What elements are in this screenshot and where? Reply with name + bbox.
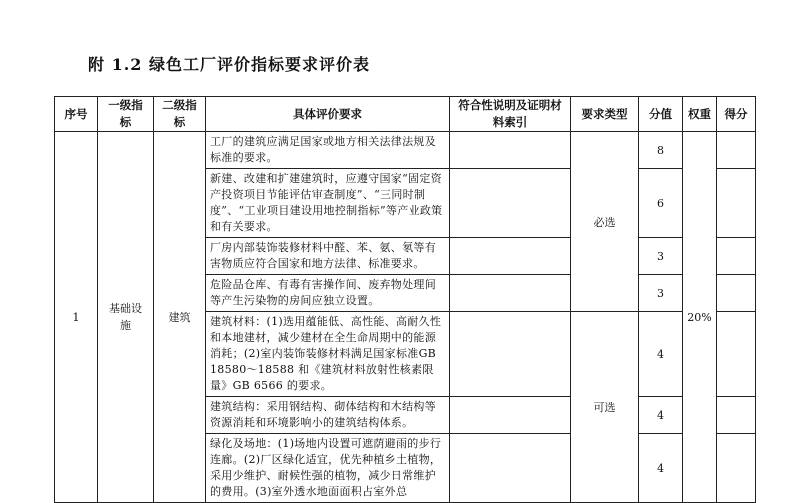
page-title: 附 1.2 绿色工厂评价指标要求评价表 xyxy=(88,55,370,74)
requirement-cell: 绿化及场地：(1)场地内设置可遮荫避雨的步行连廊。(2)厂区绿化适宜，优先种植乡土植物，采用少维护、耐候性强的植物，减少日常维护的费用。(3)室外透水地面面积占室外总 xyxy=(206,434,450,503)
requirement-cell: 新建、改建和扩建建筑时，应遵守国家“固定资产投资项目节能评估审查制度”、“三同时制度”、“工业项目建设用地控制指标”等产业政策和有关要求。 xyxy=(206,169,450,238)
evaluation-table xyxy=(54,96,756,503)
score-cell: 4 xyxy=(639,312,683,397)
score-cell: 3 xyxy=(639,238,683,275)
score-cell: 6 xyxy=(639,169,683,238)
score-cell: 4 xyxy=(639,397,683,434)
points-cell[interactable] xyxy=(717,275,756,312)
points-cell[interactable] xyxy=(717,132,756,169)
compliance-cell[interactable] xyxy=(450,132,571,169)
compliance-cell[interactable] xyxy=(450,397,571,434)
table-row xyxy=(55,132,756,169)
requirement-cell: 建筑材料：(1)选用蕴能低、高性能、高耐久性和本地建材，减少建材在全生命周期中的能源消耗；(2)室内装饰装修材料满足国家标准GB 18580～18588 和《建筑材料放射性核素限量》GB 6566 的要求。 xyxy=(206,312,450,397)
header-points: 得分 xyxy=(717,97,756,132)
compliance-cell[interactable] xyxy=(450,434,571,503)
score-cell: 3 xyxy=(639,275,683,312)
header-type: 要求类型 xyxy=(571,97,639,132)
points-cell[interactable] xyxy=(717,397,756,434)
header-row xyxy=(55,97,756,132)
points-cell[interactable] xyxy=(717,434,756,503)
requirement-cell: 工厂的建筑应满足国家或地方相关法律法规及标准的要求。 xyxy=(206,132,450,169)
header-score: 分值 xyxy=(639,97,683,132)
points-cell[interactable] xyxy=(717,238,756,275)
header-weight: 权重 xyxy=(683,97,717,132)
points-cell[interactable] xyxy=(717,312,756,397)
compliance-cell[interactable] xyxy=(450,275,571,312)
header-requirement: 具体评价要求 xyxy=(206,97,450,132)
header-compliance: 符合性说明及证明材料索引 xyxy=(450,97,571,132)
requirement-cell: 危险品仓库、有毒有害操作间、废弃物处理间等产生污染物的房间应独立设置。 xyxy=(206,275,450,312)
type-optional: 可选 xyxy=(571,312,639,503)
score-cell: 8 xyxy=(639,132,683,169)
compliance-cell[interactable] xyxy=(450,312,571,397)
group-no: 1 xyxy=(55,132,98,503)
compliance-cell[interactable] xyxy=(450,238,571,275)
group-level1: 基础设施 xyxy=(98,132,154,503)
header-level2: 二级指标 xyxy=(154,97,206,132)
points-cell[interactable] xyxy=(717,169,756,238)
header-no: 序号 xyxy=(55,97,98,132)
compliance-cell[interactable] xyxy=(450,169,571,238)
header-level1: 一级指标 xyxy=(98,97,154,132)
group-weight: 20% xyxy=(683,132,717,503)
type-mandatory: 必选 xyxy=(571,132,639,312)
score-cell: 4 xyxy=(639,434,683,503)
group-level2: 建筑 xyxy=(154,132,206,503)
requirement-cell: 建筑结构：采用钢结构、砌体结构和木结构等资源消耗和环境影响小的建筑结构体系。 xyxy=(206,397,450,434)
requirement-cell: 厂房内部装饰装修材料中醛、苯、氨、氡等有害物质应符合国家和地方法律、标准要求。 xyxy=(206,238,450,275)
